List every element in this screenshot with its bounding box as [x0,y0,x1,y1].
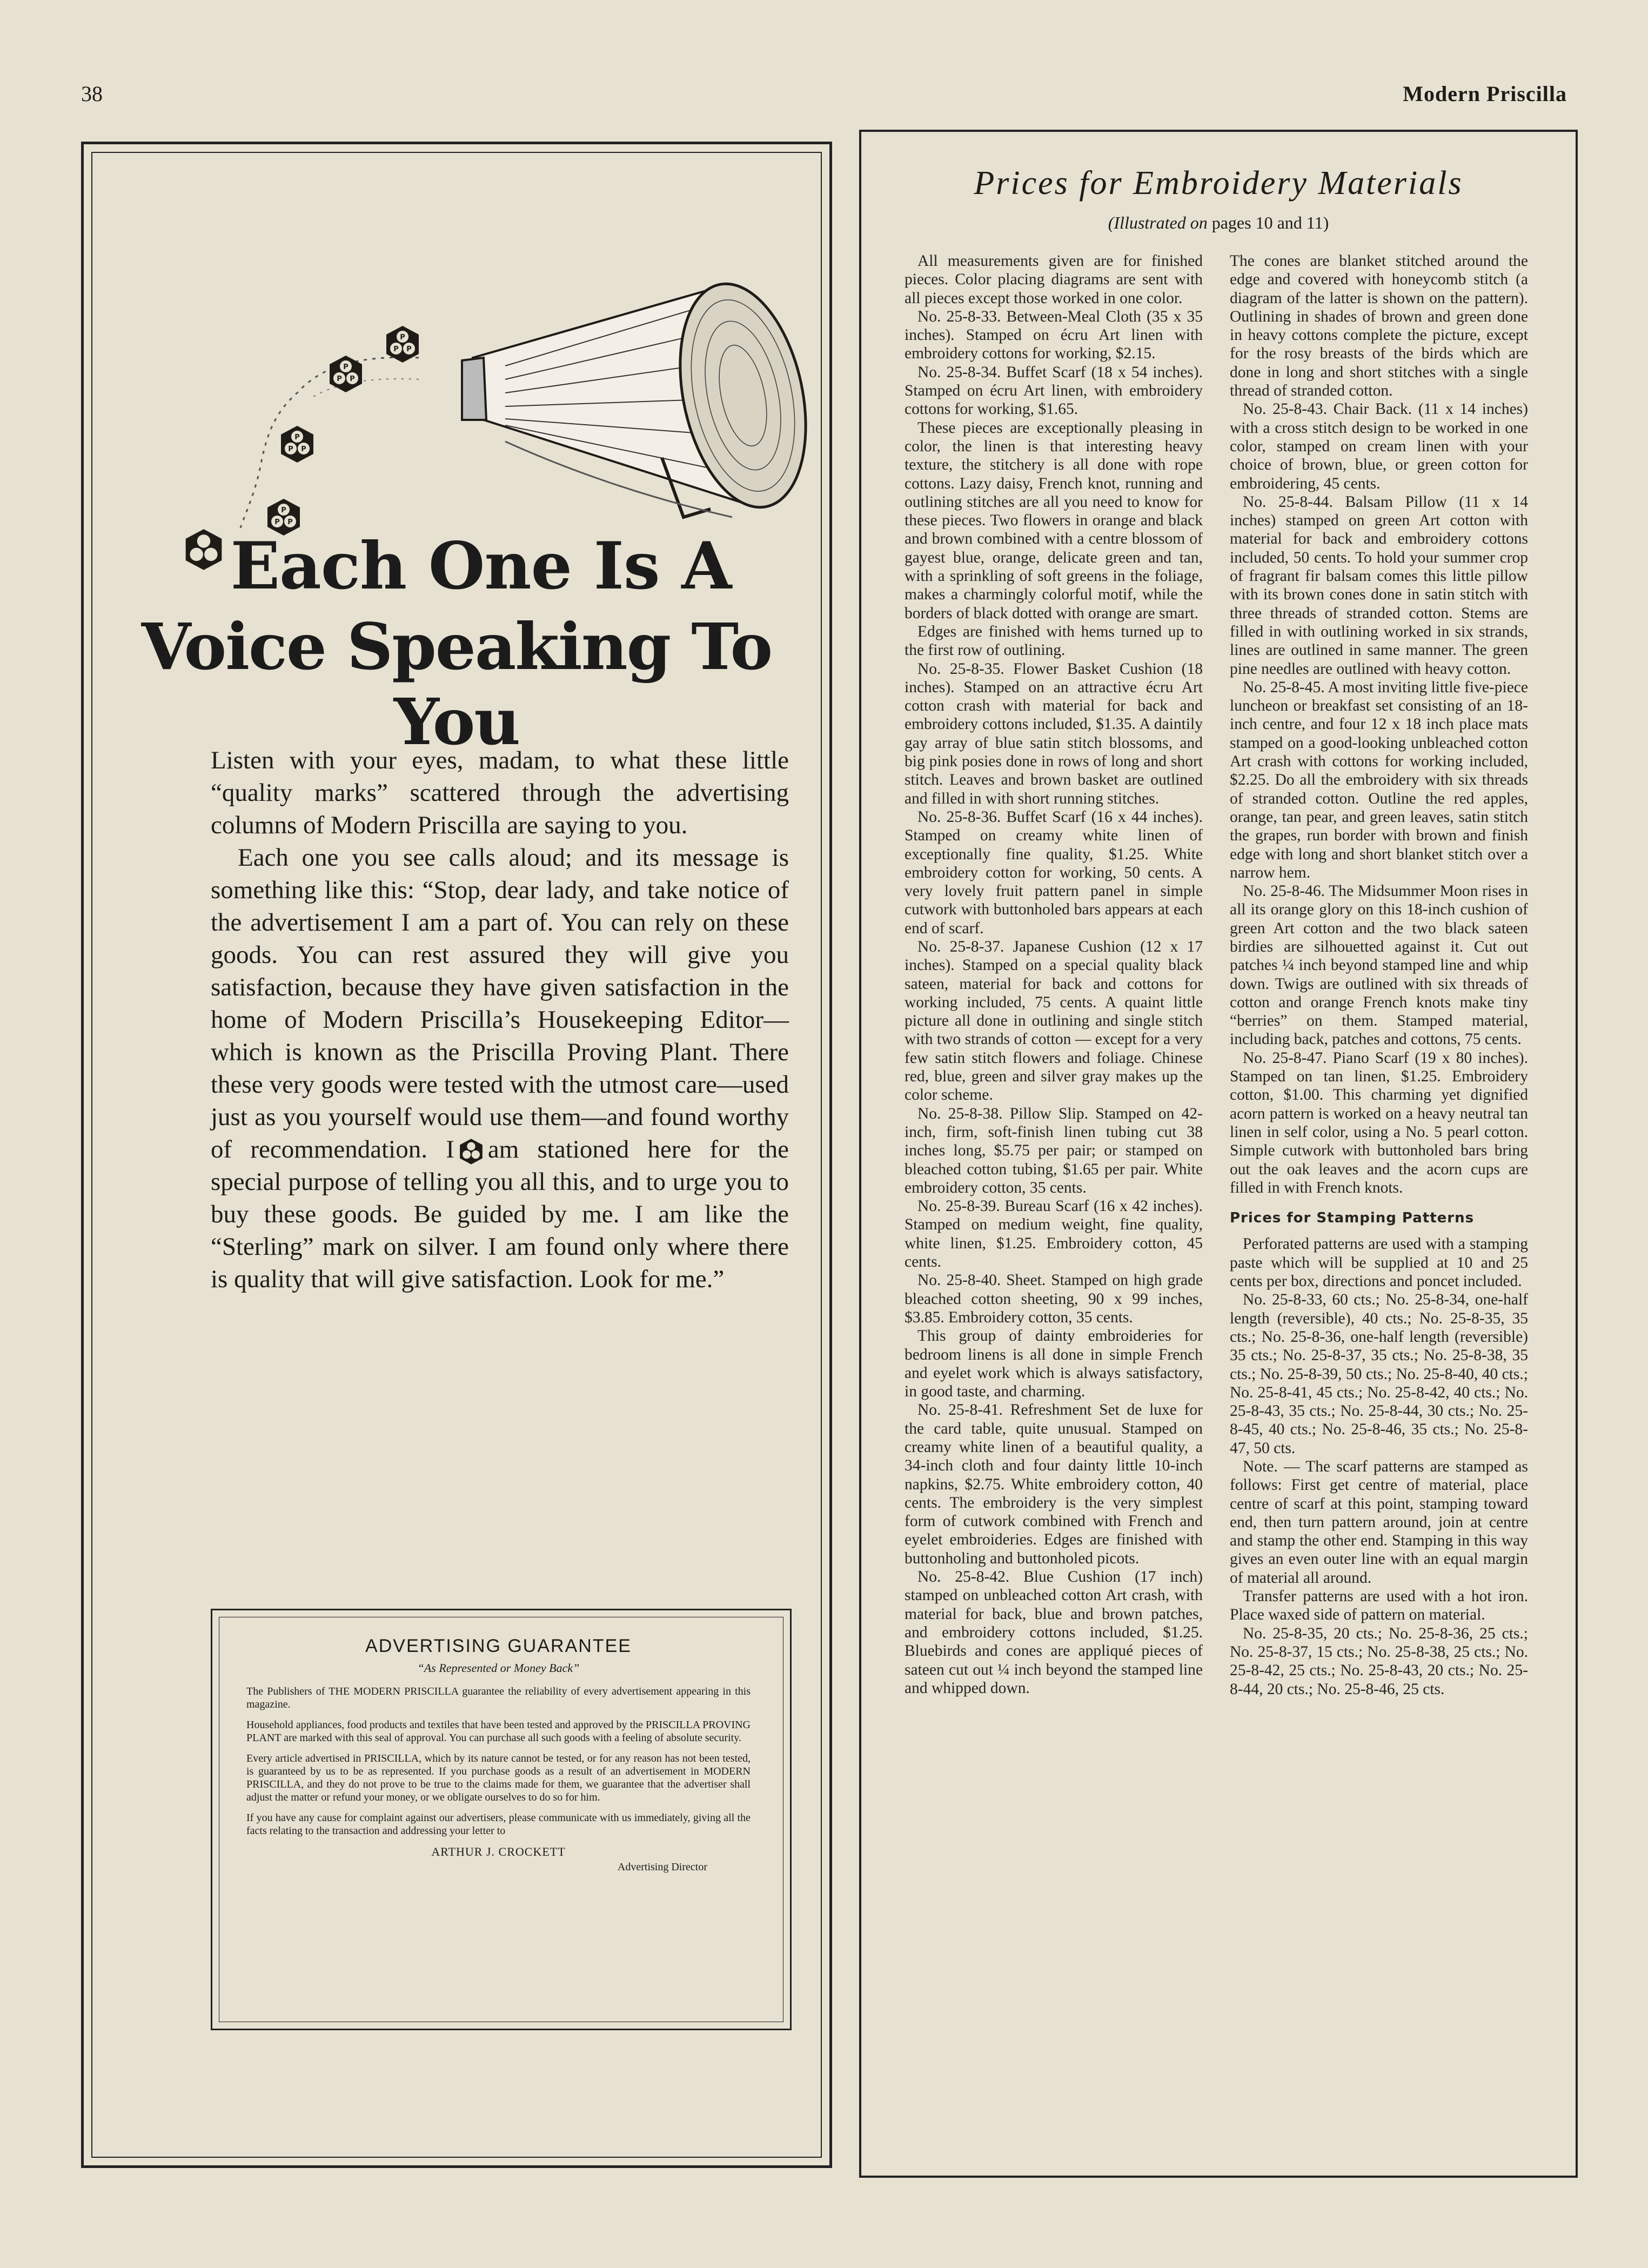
col1-paragraph: No. 25-8-41. Refreshment Set de luxe for the card table, quite unusual. Stamped on creamy white linen of a beautiful quality, a 34-inch cloth and four dainty little 10-inch napkins, $2.75. White embroidery cotton, 40 cents. The embroidery is the very simplest form of cutwork combined with French and eyelet embroideries. Edges are finished with buttonholing and buttonholed picots. [905,1401,1203,1567]
article-column-1 [905,252,1203,1697]
col2-paragraph: No. 25-8-46. The Midsummer Moon rises in all its orange glory on this 18-inch cushion of green Art cotton and the two black sateen birdies are silhouetted against it. Cut out patches ¼ inch beyond stamped line and whip down. Twigs are outlined with six threads of cotton and orange French knots make tiny “berries” on them. Stamped material, including back, patches and cottons, 75 cents. [1230,882,1528,1048]
magazine-title: Modern Priscilla [1403,82,1567,106]
headline-line-2: Voice Speaking To You [141,609,772,759]
col1-paragraph: No. 25-8-40. Sheet. Stamped on high grade bleached cotton sheeting, 90 x 99 inches, $3.85. Embroidery cotton, 35 cents. [905,1272,1203,1326]
stamping-paragraph: Perforated patterns are used with a stamping paste which will be supplied at 10 and 25 cents per box, directions and poncet included. [1230,1235,1528,1290]
guarantee-signature: ARTHUR J. CROCKETT [431,1845,566,1858]
guarantee-role: Advertising Director [617,1861,707,1873]
headline-line-1 [84,528,829,604]
guarantee-paragraph: Household appliances, food products and textiles that have been tested and approved by the PRISCILLA PROVING PLANT are marked with this seal of approval. You can purchase all such goods with a feeling of absolute security. [246,1719,751,1744]
subtitle-prefix: (Illustrated on [1108,213,1208,232]
col2-paragraph: No. 25-8-45. A most inviting little five-piece luncheon or breakfast set consisting of an 18-inch centre, and four 12 x 18 inch place mats stamped on a good-looking unbleached cotton Art crash with cottons for working included, $2.25. Do all the embroidery with six threads of stranded cotton. Outline the red apples, orange, tan pear, and green leaves, satin stitch the grapes, run border with brown and finish edge with long and short blanket stitch over a narrow hem. [1230,678,1528,881]
stamping-paragraph: No. 25-8-33, 60 cts.; No. 25-8-34, one-half length (reversible), 40 cts.; No. 25-8-35, 35 cts.; No. 25-8-36, one-half length (reversible) 35 cts.; No. 25-8-37, 35 cts.; No. 25-8-38, 35 cts.; No. 25-8-39, 50 cts.; No. 25-8-40, 40 cts.; No. 25-8-41, 45 cts.; No. 25-8-42, 40 cts.; No. 25-8-43, 35 cts.; No. 25-8-44, 30 cts.; No. 25-8-45, 40 cts.; No. 25-8-46, 35 cts.; No. 25-8-47, 50 cts. [1230,1291,1528,1457]
col2-paragraph: No. 25-8-47. Piano Scarf (19 x 80 inches). Stamped on tan linen, $1.25. Embroidery cotton, $1.00. This charming yet dignified acorn pattern is worked on a heavy neutral tan linen in self color, using a No. 5 pearl cotton. Simple cutwork with buttonholed bars bring out the oak leaves and the acorn cups are filled in with French knots. [1230,1049,1528,1196]
headline-text-1: Each One Is A [230,528,732,604]
guarantee-subtitle: “As Represented or Money Back” [417,1661,580,1675]
stamping-paragraph: Note. — The scarf patterns are stamped as follows: First get centre of material, place centre of scarf at this point, stamping toward end, then turn pattern around, join at centre and stamp the other end. Stamping in this way gives an even outer line with an equal margin of material all around. [1230,1458,1528,1587]
guarantee-title: ADVERTISING GUARANTEE [365,1636,632,1656]
page-number: 38 [81,82,103,106]
advertisement-panel [81,142,832,2168]
col1-paragraph: This group of dainty embroideries for bedroom linens is all done in simple French and eyelet work which is always satisfactory, in good taste, and charming. [905,1327,1203,1401]
col2-paragraph: No. 25-8-43. Chair Back. (11 x 14 inches) with a cross stitch design to be worked in one color, stamped on cream linen with your choice of brown, blue, or green cotton for embroidering, 45 cents. [1230,400,1528,492]
article-subtitle [861,213,1576,233]
col1-paragraph: No. 25-8-35. Flower Basket Cushion (18 inches). Stamped on an attractive écru Art cotton crash with material for back and embroidery cottons included, $1.35. A daintily gay array of blue satin stitch blossoms, and big pink posies done in rows of long and short stitch. Leaves and brown basket are outlined and filled in with short running stitches. [905,660,1203,807]
col1-paragraph: No. 25-8-38. Pillow Slip. Stamped on 42-inch, firm, soft-finish linen tubing cut 38 inches long, $5.75 per pair; or stamped on bleached cotton tubing, $1.65 per pair. White embroidery cotton, 35 cents. [905,1105,1203,1196]
stamping-heading: Prices for Stamping Patterns [1230,1210,1475,1227]
article-column-2 [1230,252,1528,1698]
subtitle-pages: pages 10 and 11) [1211,213,1329,232]
advertising-guarantee-box [211,1609,792,2030]
col1-paragraph: No. 25-8-34. Buffet Scarf (18 x 54 inches). Stamped on écru Art linen, with embroidery cottons for working, $1.65. [905,363,1203,418]
col1-paragraph: No. 25-8-42. Blue Cushion (17 inch) stamped on unbleached cotton Art crash, with material for back, blue and brown patches, and embroidery cottons included, $1.25. Bluebirds and cones are appliqué pieces of sateen cut out ¼ inch beyond the stamped line and whipped down. [905,1568,1203,1697]
col1-paragraph: These pieces are exceptionally pleasing in color, the linen is that interesting heavy texture, the stitchery is all done with rope cottons. Lazy daisy, French knot, running and outlining stitches are all you need to know for these pieces. Two flowers in orange and black and brown combined with a centre blossom of gayest blue, orange, delicate green and tan, with a sprinkling of soft greens in the foliage, makes a charmingly colorful motif, while the borders of black dotted with orange are smart. [905,419,1203,622]
guarantee-paragraph: Every article advertised in PRISCILLA, which by its nature cannot be tested, or for any reason has not been tested, is guaranteed by us to be as represented. If you purchase goods as a result of an advertisement in MODERN PRISCILLA, and they do not prove to be true to the claims made for them, we guarantee that the advertiser shall adjust the matter or refund your money, or we obligate ourselves to do so for him. [246,1752,751,1803]
megaphone-illustration: P P P [181,263,829,674]
article-title: Prices for Embroidery Materials [974,165,1463,202]
prices-article [859,130,1578,2178]
stamping-paragraph: No. 25-8-35, 20 cts.; No. 25-8-36, 25 cts.; No. 25-8-37, 15 cts.; No. 25-8-38, 25 cts.; No. 25-8-42, 25 cts.; No. 25-8-43, 20 cts.; No. 25-8-44, 20 cts.; No. 25-8-46, 25 cts. [1230,1624,1528,1698]
ad-paragraph-part: Each one you see calls aloud; and its message is something like this: “Stop, dear lady, and take notice of the advertisement I am a part of. You can rely on these goods. You can rest assured they will give you satisfaction, because they have given satisfaction in the home of Modern Priscilla’s Housekeeping Editor—which is known as the Priscilla Proving Plant. There these very goods were tested with the utmost care—used just as you yourself would use them—and found worthy of recommendation. I [211,844,789,1163]
guarantee-paragraph: If you have any cause for complaint against our advertisers, please communicate with us immediately, giving all the facts relating to the transaction and addressing your letter to [246,1812,751,1837]
priscilla-seal-icon [458,1138,485,1165]
guarantee-paragraph: The Publishers of THE MODERN PRISCILLA guarantee the reliability of every advertisement appearing in this magazine. [246,1685,751,1710]
ad-paragraph: Listen with your eyes, madam, to what these little “quality marks” scattered through the advertising columns of Modern Priscilla are saying to you. [211,746,789,839]
advertisement-body [211,744,789,1295]
guarantee-inner-frame [219,1617,783,2022]
col1-paragraph: No. 25-8-37. Japanese Cushion (12 x 17 inches). Stamped on a special quality black sateen, material for back and cottons for working included, 75 cents. A quaint little picture all done in outlining and single stitch with two strands of cotton — except for a very few satin stitch flowers and foliage. Chinese red, blue, green and silver gray makes up the color scheme. [905,938,1203,1104]
priscilla-seal-icon [182,528,225,571]
ad-paragraph-part: am stationed here for the special purpose of telling you all this, and to urge you to buy these goods. Be guided by me. I am like the “Sterling” mark on silver. I am found only where there is quality that will give satisfaction. Look for me.” [211,1135,789,1293]
col1-paragraph: All measurements given are for finished pieces. Color placing diagrams are sent with all pieces except those worked in one color. [905,252,1203,307]
col2-paragraph: No. 25-8-44. Balsam Pillow (11 x 14 inches) stamped on green Art cotton with material for back and embroidery cottons included, 50 cents. To hold your summer crop of fragrant fir balsam comes this little pillow with its brown cones done in satin stitch with three threads of stranded cotton. Stems are filled in with outlining worked in six strands, lines are outlined in same manner. The green pine needles are outlined with heavy cotton. [1230,493,1528,678]
col1-paragraph: No. 25-8-39. Bureau Scarf (16 x 42 inches). Stamped on medium weight, fine quality, white linen, $1.25. Embroidery cotton, 45 cents. [905,1197,1203,1271]
col1-paragraph: Edges are finished with hems turned up to the first row of outlining. [905,623,1203,659]
col1-paragraph: No. 25-8-36. Buffet Scarf (16 x 44 inches). Stamped on creamy white linen of exceptionally fine quality, $1.25. White embroidery cotton for working, 50 cents. A very lovely fruit pattern panel in simple cutwork with buttonholed bars appears at each end of scarf. [905,808,1203,937]
col1-paragraph: No. 25-8-33. Between-Meal Cloth (35 x 35 inches). Stamped on écru Art linen with embroidery cottons for working, $2.15. [905,307,1203,363]
stamping-paragraph: Transfer patterns are used with a hot iron. Place waxed side of pattern on material. [1230,1588,1528,1624]
ad-paragraph [211,841,789,1295]
col2-paragraph: The cones are blanket stitched around the edge and covered with honeycomb stitch (a diagram of the latter is shown on the pattern). Outlining in shades of brown and green done in heavy cottons complete the picture, except for the rosy breasts of the birds which are done in long and short stitches with a single thread of stranded cotton. [1230,252,1528,400]
